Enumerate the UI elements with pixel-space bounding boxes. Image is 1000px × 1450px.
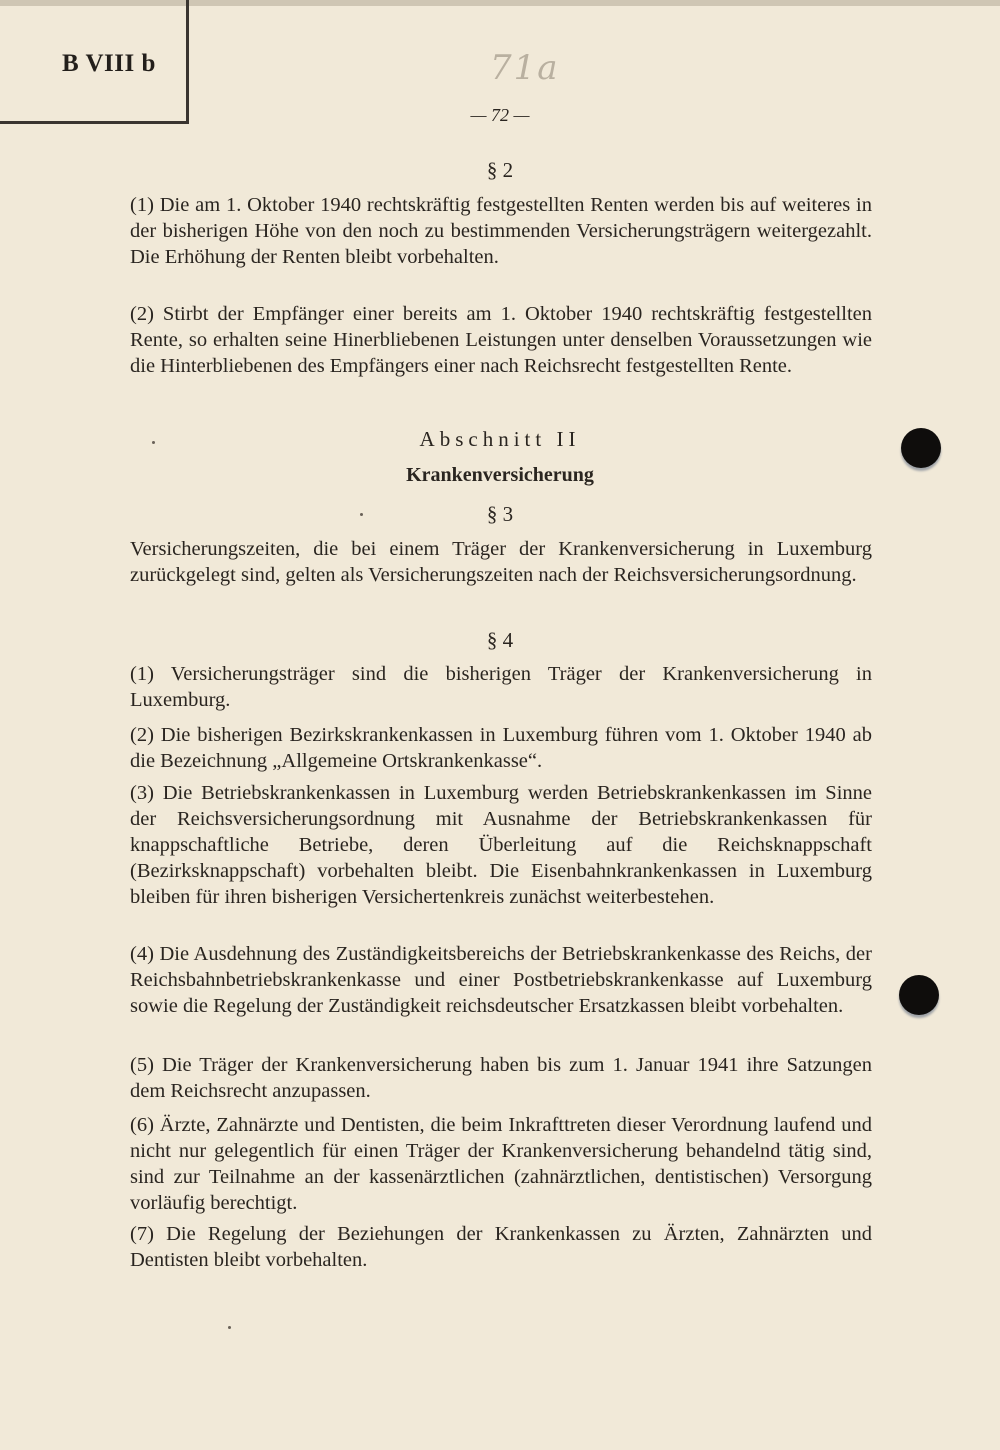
section-4-paragraph-2: (2) Die bisherigen Bezirkskrankenkassen in Luxemburg führen vom 1. Oktober 1940 ab die Bezeichnung „Allgemeine Ortskrankenkasse“. — [130, 724, 872, 772]
section-2-paragraph-1: (1) Die am 1. Oktober 1940 rechtskräftig festgestellten Renten werden bis auf weiteres in der bisherigen Höhe von den noch zu bestimmenden Versicherungsträgern weitergezahlt. Die Erhöhung der Renten bleibt vorbehalten. — [130, 194, 872, 268]
abschnitt-subtitle: Krankenversicherung — [406, 464, 594, 486]
section-2-heading: § 2 — [486, 158, 514, 182]
abschnitt-title: Abschnitt II — [419, 427, 581, 451]
section-4-heading: § 4 — [486, 628, 514, 652]
page-number: — 72 — — [470, 105, 530, 125]
scan-speck — [360, 513, 363, 516]
section-4-paragraph-4: (4) Die Ausdehnung des Zuständigkeitsbereichs der Betriebskrankenkasse des Reichs, der Reichsbahnbetriebskrankenkasse und einer Postbetriebskrankenkasse auf Luxemburg sowie die Regelung der Zuständigkeit reichsdeutscher Ersatzkassen bleibt vorbehalten. — [130, 943, 872, 1017]
punch-hole-upper — [901, 428, 941, 468]
punch-hole-lower — [899, 975, 939, 1015]
section-4-paragraph-1: (1) Versicherungsträger sind die bisherigen Träger der Krankenversicherung in Luxemburg. — [130, 663, 872, 711]
scan-speck — [228, 1326, 231, 1329]
section-4-paragraph-5: (5) Die Träger der Krankenversicherung haben bis zum 1. Januar 1941 ihre Satzungen dem Reichsrecht anzupassen. — [130, 1054, 872, 1102]
section-2-paragraph-2: (2) Stirbt der Empfänger einer bereits am 1. Oktober 1940 rechtskräftig festgestellten Rente, so erhalten seine Hinerbliebenen Leistungen unter denselben Voraussetzungen wie die Hinterbliebenen des Empfängers einer nach Reichsrecht festgestellten Rente. — [130, 303, 872, 377]
section-3-paragraph: Versicherungszeiten, die bei einem Träger der Krankenversicherung in Luxemburg zurückgelegt sind, gelten als Versicherungszeiten nach der Reichsversicherungsordnung. — [130, 538, 872, 586]
section-4-paragraph-6: (6) Ärzte, Zahnärzte und Dentisten, die beim Inkrafttreten dieser Verordnung laufend und nicht nur gelegentlich für einen Träger der Krankenversicherung behandelnd tätig sind, sind zur Teilnahme an der kassenärztlichen (zahnärztlichen, dentistischen) Versorgung vorläufig berechtigt. — [130, 1114, 872, 1214]
corner-label: B VIII b — [62, 50, 156, 77]
section-4-paragraph-7: (7) Die Regelung der Beziehungen der Krankenkassen zu Ärzten, Zahnärzten und Dentisten bleibt vorbehalten. — [130, 1223, 872, 1271]
handwritten-annotation: 71a — [490, 48, 560, 88]
scan-speck — [152, 441, 155, 444]
section-3-heading: § 3 — [486, 502, 514, 526]
section-4-paragraph-3: (3) Die Betriebskrankenkassen in Luxemburg werden Betriebskrankenkassen im Sinne der Reichsversicherungsordnung mit Ausnahme der Betriebskrankenkassen für knappschaftliche Betriebe, deren Überleitung auf die Reichsknappschaft (Bezirksknappschaft) vorbehalten bleibt. Die Eisenbahnkrankenkassen in Luxemburg bleiben für ihren bisherigen Versichertenkreis zunächst weiterbestehen. — [130, 782, 872, 908]
